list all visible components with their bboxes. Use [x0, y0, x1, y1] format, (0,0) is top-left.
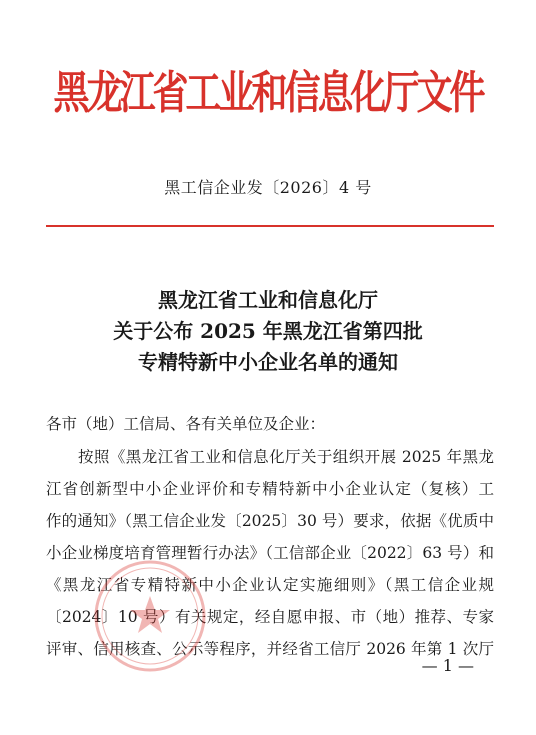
body-line-1: 按照《黑龙江省工业和信息化厅关于组织开展 2025 年黑龙: [78, 448, 494, 466]
official-seal-icon: [92, 558, 208, 674]
notice-title-line-2: 关于公布 2025 年黑龙江省第四批: [113, 319, 423, 343]
page-number: — 1 —: [421, 656, 474, 675]
body-line-5: 《黑龙江省专精特新中小企业认定实施细则》（黑工信企业规: [46, 576, 494, 594]
document-number: 黑工信企业发〔2026〕4 号: [164, 178, 372, 197]
body-line-7: 评审、信用核查、公示等程序，并经省工信厅 2026 年第 1 次厅: [46, 640, 494, 658]
notice-title-line-3: 专精特新中小企业名单的通知: [138, 350, 398, 374]
notice-title-line-1: 黑龙江省工业和信息化厅: [158, 288, 378, 312]
document-header-title: 黑龙江省工业和信息化厅文件: [53, 66, 483, 119]
red-divider-line: [46, 225, 494, 227]
body-line-3: 作的通知》（黑工信企业发〔2025〕30 号）要求，依据《优质中: [46, 512, 494, 530]
notice-title: [0, 285, 536, 378]
body-line-6: 〔2024〕10 号）有关规定，经自愿申报、市（地）推荐、专家: [46, 608, 494, 626]
body-line-2: 江省创新型中小企业评价和专精特新中小企业认定（复核）工: [46, 480, 494, 498]
body-line-4: 小企业梯度培育管理暂行办法》（工信部企业〔2022〕63 号）和: [46, 544, 494, 562]
salutation: 各市（地）工信局、各有关单位及企业：: [46, 415, 326, 433]
